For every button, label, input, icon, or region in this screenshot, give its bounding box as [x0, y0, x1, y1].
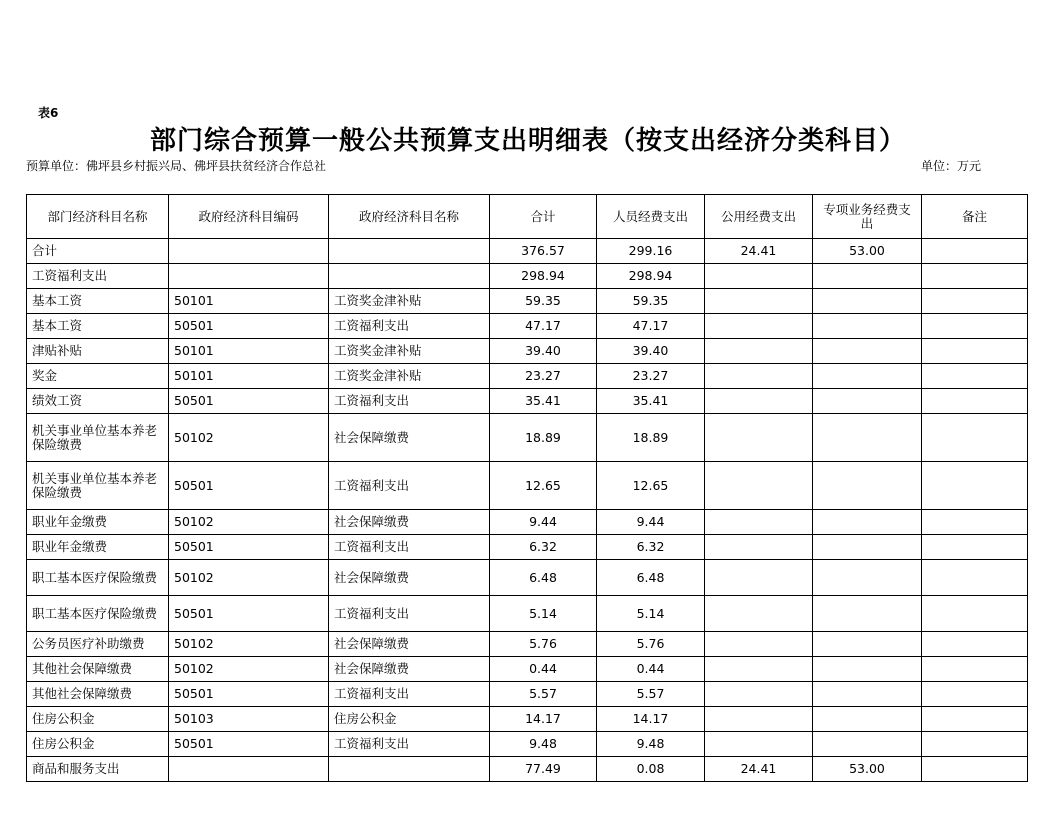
- table-row: [27, 510, 1028, 535]
- table-cell: [705, 682, 813, 707]
- table-cell: 住房公积金: [329, 707, 490, 732]
- table-cell: 18.89: [490, 414, 597, 462]
- table-cell: [813, 389, 922, 414]
- column-header: 政府经济科目编码: [169, 195, 329, 239]
- table-cell: [329, 239, 490, 264]
- table-row: [27, 414, 1028, 462]
- table-cell: [705, 535, 813, 560]
- table-cell: 商品和服务支出: [27, 757, 169, 782]
- table-cell: 50501: [169, 732, 329, 757]
- table-cell: 合计: [27, 239, 169, 264]
- table-cell: 工资福利支出: [329, 732, 490, 757]
- table-cell: 50501: [169, 535, 329, 560]
- table-cell: [922, 289, 1028, 314]
- table-cell: 基本工资: [27, 314, 169, 339]
- table-cell: 50102: [169, 657, 329, 682]
- table-cell: 50102: [169, 414, 329, 462]
- table-number: 表6: [38, 106, 59, 120]
- table-row: [27, 732, 1028, 757]
- table-cell: [922, 757, 1028, 782]
- table-cell: [922, 510, 1028, 535]
- table-cell: 47.17: [490, 314, 597, 339]
- table-cell: [922, 462, 1028, 510]
- table-cell: 工资奖金津补贴: [329, 289, 490, 314]
- table-cell: 0.44: [597, 657, 705, 682]
- table-cell: 6.48: [597, 560, 705, 596]
- table-cell: [705, 389, 813, 414]
- table-cell: 社会保障缴费: [329, 657, 490, 682]
- table-row: [27, 632, 1028, 657]
- column-header: 部门经济科目名称: [27, 195, 169, 239]
- budget-unit-label: 预算单位：佛坪县乡村振兴局、佛坪县扶贫经济合作总社: [26, 159, 327, 173]
- table-cell: 18.89: [597, 414, 705, 462]
- table-cell: [922, 314, 1028, 339]
- table-cell: 职业年金缴费: [27, 535, 169, 560]
- table-cell: 53.00: [813, 757, 922, 782]
- table-cell: 绩效工资: [27, 389, 169, 414]
- table-cell: 50501: [169, 682, 329, 707]
- table-cell: [705, 596, 813, 632]
- table-cell: 39.40: [597, 339, 705, 364]
- table-cell: 职工基本医疗保险缴费: [27, 560, 169, 596]
- table-cell: 5.14: [597, 596, 705, 632]
- table-cell: 社会保障缴费: [329, 560, 490, 596]
- table-cell: [705, 707, 813, 732]
- table-row: [27, 339, 1028, 364]
- table-cell: 59.35: [490, 289, 597, 314]
- table-cell: 12.65: [490, 462, 597, 510]
- table-cell: [922, 596, 1028, 632]
- table-cell: 50101: [169, 339, 329, 364]
- table-row: [27, 657, 1028, 682]
- table-cell: 职业年金缴费: [27, 510, 169, 535]
- table-row: [27, 364, 1028, 389]
- table-cell: [922, 364, 1028, 389]
- table-body: [27, 239, 1028, 782]
- table-cell: 50103: [169, 707, 329, 732]
- table-cell: 其他社会保障缴费: [27, 682, 169, 707]
- column-header: 政府经济科目名称: [329, 195, 490, 239]
- table-cell: [813, 264, 922, 289]
- table-cell: 50102: [169, 632, 329, 657]
- table-cell: [813, 596, 922, 632]
- table-cell: [813, 462, 922, 510]
- table-cell: 工资福利支出: [329, 596, 490, 632]
- table-cell: 53.00: [813, 239, 922, 264]
- table-cell: [813, 364, 922, 389]
- table-cell: [922, 414, 1028, 462]
- table-cell: 50102: [169, 560, 329, 596]
- table-cell: [705, 314, 813, 339]
- table-row: [27, 462, 1028, 510]
- table-cell: [922, 707, 1028, 732]
- table-cell: [705, 560, 813, 596]
- table-cell: [922, 632, 1028, 657]
- table-cell: [169, 239, 329, 264]
- table-cell: 5.14: [490, 596, 597, 632]
- column-header: 合计: [490, 195, 597, 239]
- table-cell: 公务员医疗补助缴费: [27, 632, 169, 657]
- table-cell: [813, 314, 922, 339]
- table-cell: 299.16: [597, 239, 705, 264]
- column-header: 备注: [922, 195, 1028, 239]
- table-cell: 12.65: [597, 462, 705, 510]
- table-cell: 23.27: [597, 364, 705, 389]
- table-cell: [922, 732, 1028, 757]
- table-cell: 社会保障缴费: [329, 632, 490, 657]
- table-cell: 24.41: [705, 757, 813, 782]
- table-cell: 59.35: [597, 289, 705, 314]
- table-cell: 298.94: [597, 264, 705, 289]
- table-cell: 5.57: [490, 682, 597, 707]
- column-header: 人员经费支出: [597, 195, 705, 239]
- table-cell: 47.17: [597, 314, 705, 339]
- table-cell: 50501: [169, 314, 329, 339]
- table-cell: 24.41: [705, 239, 813, 264]
- table-cell: [705, 462, 813, 510]
- table-cell: 6.32: [597, 535, 705, 560]
- table-cell: 14.17: [490, 707, 597, 732]
- column-header: 公用经费支出: [705, 195, 813, 239]
- table-cell: 77.49: [490, 757, 597, 782]
- table-row: [27, 596, 1028, 632]
- table-cell: [705, 339, 813, 364]
- table-header-row: [27, 195, 1028, 239]
- expenditure-detail-table: [26, 194, 1028, 782]
- column-header: 专项业务经费支出: [813, 195, 922, 239]
- table-cell: [705, 289, 813, 314]
- table-cell: 津贴补贴: [27, 339, 169, 364]
- table-cell: [922, 389, 1028, 414]
- table-row: [27, 264, 1028, 289]
- table-cell: 机关事业单位基本养老保险缴费: [27, 462, 169, 510]
- table-cell: 50101: [169, 364, 329, 389]
- table-cell: 6.48: [490, 560, 597, 596]
- table-cell: [813, 414, 922, 462]
- table-cell: 工资福利支出: [27, 264, 169, 289]
- table-cell: 298.94: [490, 264, 597, 289]
- table-cell: [169, 264, 329, 289]
- table-cell: 39.40: [490, 339, 597, 364]
- table-cell: [329, 264, 490, 289]
- table-cell: [922, 339, 1028, 364]
- table-row: [27, 757, 1028, 782]
- table-row: [27, 682, 1028, 707]
- table-cell: 50501: [169, 462, 329, 510]
- table-cell: 35.41: [490, 389, 597, 414]
- table-cell: [705, 364, 813, 389]
- table-cell: [813, 560, 922, 596]
- page-title: 部门综合预算一般公共预算支出明细表（按支出经济分类科目）: [149, 126, 906, 156]
- table-cell: 住房公积金: [27, 732, 169, 757]
- table-cell: [329, 757, 490, 782]
- table-row: [27, 314, 1028, 339]
- table-cell: 0.08: [597, 757, 705, 782]
- table-cell: 23.27: [490, 364, 597, 389]
- table-cell: [705, 264, 813, 289]
- table-cell: [922, 239, 1028, 264]
- table-cell: 50102: [169, 510, 329, 535]
- table-cell: 其他社会保障缴费: [27, 657, 169, 682]
- table-cell: 工资福利支出: [329, 314, 490, 339]
- table-row: [27, 239, 1028, 264]
- table-cell: 9.44: [597, 510, 705, 535]
- table-cell: 社会保障缴费: [329, 510, 490, 535]
- table-cell: 5.57: [597, 682, 705, 707]
- currency-unit-label: 单位：万元: [921, 159, 982, 173]
- table-cell: 5.76: [490, 632, 597, 657]
- table-cell: 6.32: [490, 535, 597, 560]
- table-cell: [705, 632, 813, 657]
- table-cell: 工资福利支出: [329, 535, 490, 560]
- table-cell: 社会保障缴费: [329, 414, 490, 462]
- table-cell: [922, 682, 1028, 707]
- table-cell: [813, 682, 922, 707]
- table-cell: [922, 264, 1028, 289]
- table-cell: [922, 535, 1028, 560]
- table-cell: 职工基本医疗保险缴费: [27, 596, 169, 632]
- table-cell: 工资福利支出: [329, 462, 490, 510]
- table-cell: 工资奖金津补贴: [329, 339, 490, 364]
- table-cell: 0.44: [490, 657, 597, 682]
- table-cell: 50501: [169, 596, 329, 632]
- table-cell: 5.76: [597, 632, 705, 657]
- table-cell: [813, 732, 922, 757]
- table-cell: 9.44: [490, 510, 597, 535]
- table-row: [27, 535, 1028, 560]
- table-cell: 工资奖金津补贴: [329, 364, 490, 389]
- table-cell: 工资福利支出: [329, 389, 490, 414]
- table-cell: 50101: [169, 289, 329, 314]
- table-cell: 376.57: [490, 239, 597, 264]
- table-cell: 35.41: [597, 389, 705, 414]
- table-cell: 9.48: [597, 732, 705, 757]
- table-cell: [705, 510, 813, 535]
- table-cell: [169, 757, 329, 782]
- table-cell: [813, 632, 922, 657]
- table-cell: [922, 657, 1028, 682]
- table-cell: [813, 535, 922, 560]
- table-cell: 奖金: [27, 364, 169, 389]
- table-row: [27, 389, 1028, 414]
- table-cell: [813, 510, 922, 535]
- table-cell: [922, 560, 1028, 596]
- table-cell: [813, 657, 922, 682]
- table-row: [27, 560, 1028, 596]
- table-cell: [705, 414, 813, 462]
- table-cell: 9.48: [490, 732, 597, 757]
- table-cell: 工资福利支出: [329, 682, 490, 707]
- table-cell: 14.17: [597, 707, 705, 732]
- table-cell: [705, 657, 813, 682]
- table-row: [27, 289, 1028, 314]
- table-cell: [705, 732, 813, 757]
- table-cell: 住房公积金: [27, 707, 169, 732]
- table-cell: [813, 339, 922, 364]
- table-cell: [813, 289, 922, 314]
- table-cell: 基本工资: [27, 289, 169, 314]
- table-cell: 50501: [169, 389, 329, 414]
- table-cell: [813, 707, 922, 732]
- table-row: [27, 707, 1028, 732]
- table-cell: 机关事业单位基本养老保险缴费: [27, 414, 169, 462]
